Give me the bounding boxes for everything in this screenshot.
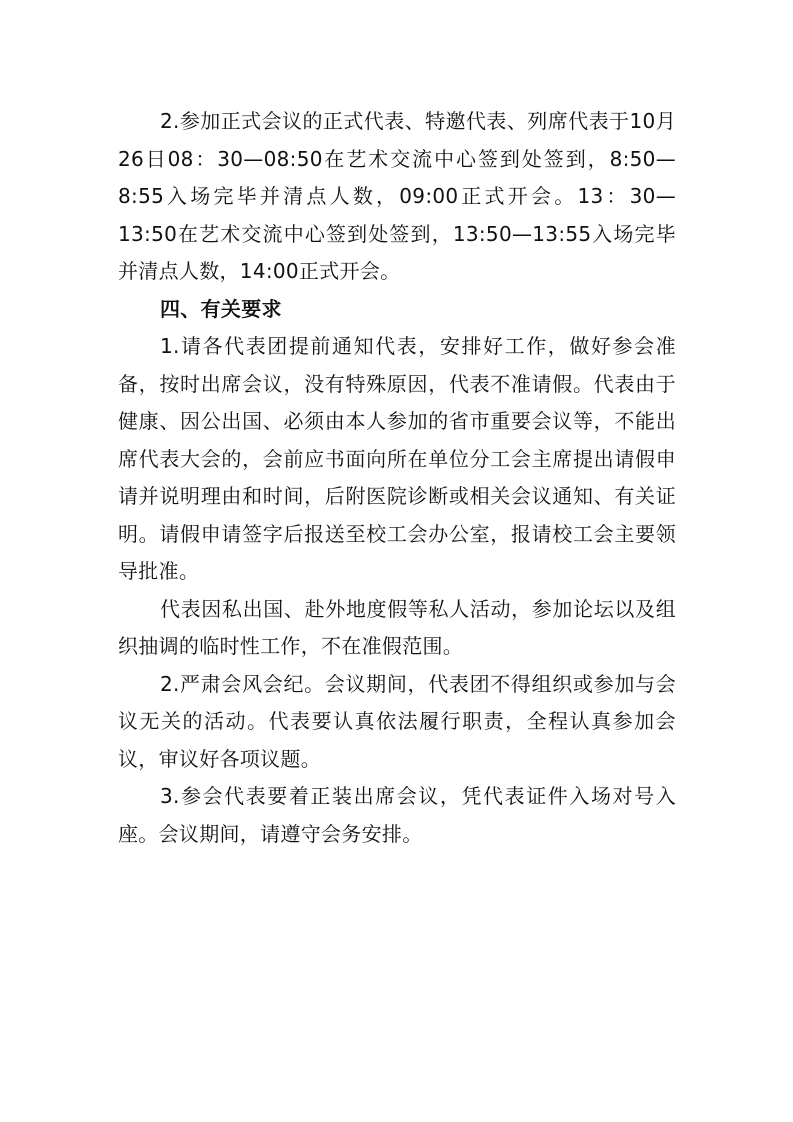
paragraph-requirement-3: 3.参会代表要着正装出席会议，凭代表证件入场对号入座。会议期间，请遵守会务安排。 <box>118 784 676 846</box>
document-body <box>118 103 676 853</box>
paragraph-private-leave: 代表因私出国、赴外地度假等私人活动，参加论坛以及组织抽调的临时性工作，不在准假范围。 <box>118 596 676 658</box>
paragraph-requirement-1: 1.请各代表团提前通知代表，安排好工作，做好参会准备，按时出席会议，没有特殊原因，代表不准请假。代表由于健康、因公出国、必须由本人参加的省市重要会议等，不能出席代表大会的，会前应书面向所在单位分工会主席提出请假申请并说明理由和时间，后附医院诊断或相关会议通知、有关证明。请假申请签字后报送至校工会办公室，报请校工会主要领导批准。 <box>118 334 676 583</box>
paragraph-requirement-2: 2.严肃会风会纪。会议期间，代表团不得组织或参加与会议无关的活动。代表要认真依法履行职责，全程认真参加会议，审议好各项议题。 <box>118 671 676 771</box>
section-heading-requirements: 四、有关要求 <box>160 296 282 321</box>
paragraph-signin-schedule: 2.参加正式会议的正式代表、特邀代表、列席代表于10月26日08：30—08:50在艺术交流中心签到处签到，8:50—8:55入场完毕并清点人数，09:00正式开会。13：30—13:50在艺术交流中心签到处签到，13:50—13:55入场完毕并清点人数，14:00正式开会。 <box>118 109 676 283</box>
